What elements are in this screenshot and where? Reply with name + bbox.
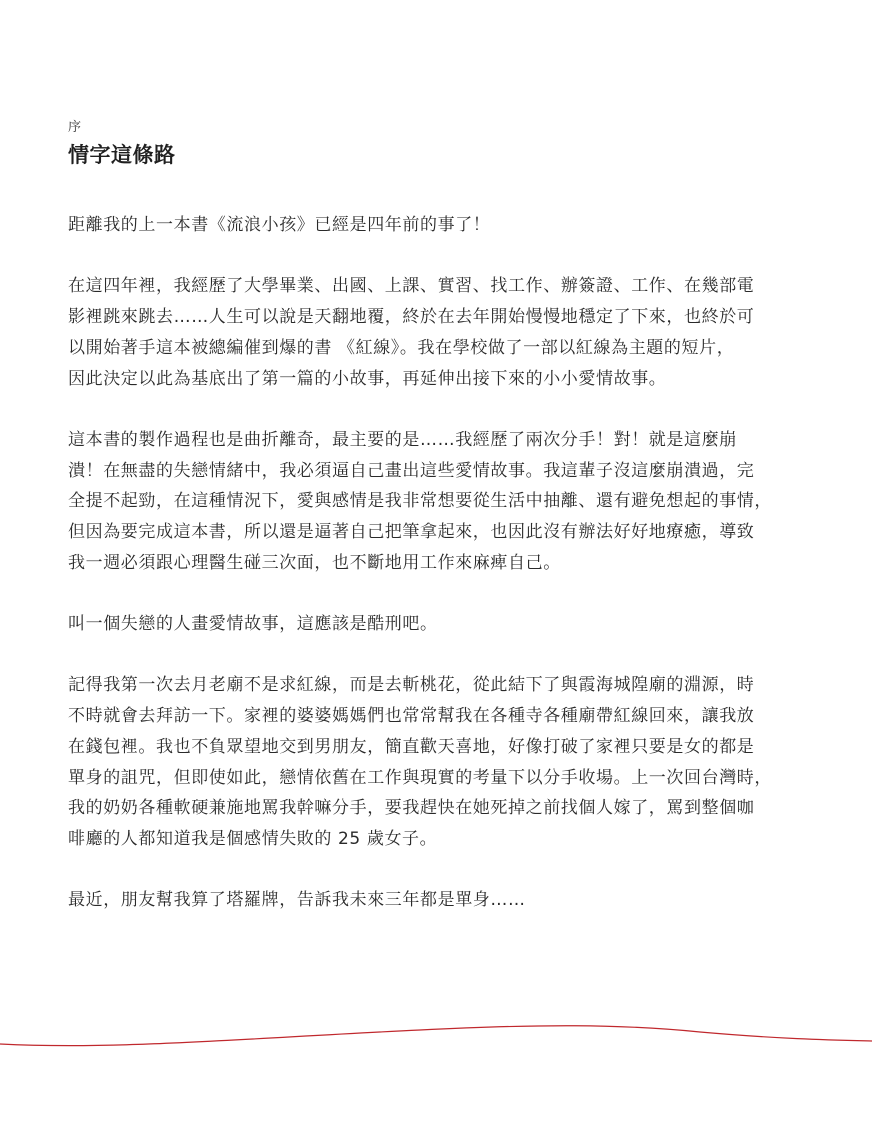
preface-body xyxy=(68,210,808,916)
section-label: 序 xyxy=(68,120,82,135)
text-line: 我一週必須跟心理醫生碰三次面，也不斷地用工作來麻痺自己。 xyxy=(68,552,561,573)
paragraph-4 xyxy=(68,609,808,640)
text-line: 單身的詛咒，但即使如此，戀情依舊在工作與現實的考量下以分手收場。上一次回台灣時， xyxy=(68,767,772,788)
text-line: 影裡跳來跳去……人生可以說是天翻地覆，終於在去年開始慢慢地穩定了下來，也終於可 xyxy=(68,307,755,328)
text-line: 但因為要完成這本書，所以還是逼著自己把筆拿起來，也因此沒有辦法好好地療癒，導致 xyxy=(68,522,755,542)
text-line: 最近，朋友幫我算了塔羅牌，告訴我未來三年都是單身…… xyxy=(68,890,526,911)
text-line: 不時就會去拜訪一下。家裡的婆婆媽媽們也常常幫我在各種寺各種廟帶紅線回來，讓我放 xyxy=(68,706,755,727)
paragraph-2 xyxy=(68,271,808,394)
paragraph-1 xyxy=(68,210,808,241)
text-line: 在錢包裡。我也不負眾望地交到男朋友，簡直歡天喜地，好像打破了家裡只要是女的都是 xyxy=(68,736,755,757)
text-line: 以開始著手這本被總編催到爆的書 《紅線》。我在學校做了一部以紅線為主題的短片， xyxy=(68,337,735,358)
text-line: 這本書的製作過程也是曲折離奇，最主要的是……我經歷了兩次分手！對！就是這麼崩 xyxy=(68,429,737,450)
text-line: 全提不起勁，在這種情況下，愛與感情是我非常想要從生活中抽離、還有避免想起的事情， xyxy=(68,491,772,512)
text-line: 在這四年裡，我經歷了大學畢業、出國、上課、實習、找工作、辦簽證、工作、在幾部電 xyxy=(68,276,755,297)
text-line: 叫一個失戀的人畫愛情故事，這應該是酷刑吧。 xyxy=(68,614,438,635)
text-line: 距離我的上一本書《流浪小孩》已經是四年前的事了！ xyxy=(68,215,491,235)
chapter-title: 情字這條路 xyxy=(68,143,176,167)
text-line: 記得我第一次去月老廟不是求紅線，而是去斬桃花，從此結下了與霞海城隍廟的淵源，時 xyxy=(68,675,755,696)
paragraph-3 xyxy=(68,425,808,579)
text-line: 啡廳的人都知道我是個感情失敗的 25 歲女子。 xyxy=(68,829,438,849)
text-line: 潰！在無盡的失戀情緒中，我必須逼自己畫出這些愛情故事。我這輩子沒這麼崩潰過，完 xyxy=(68,460,755,481)
preface-page xyxy=(68,118,808,947)
red-thread-line xyxy=(0,1026,872,1046)
text-line: 因此決定以此為基底出了第一篇的小故事，再延伸出接下來的小小愛情故事。 xyxy=(68,368,667,389)
paragraph-5 xyxy=(68,670,808,854)
red-thread-wave xyxy=(0,1010,872,1060)
text-line: 我的奶奶各種軟硬兼施地罵我幹嘛分手，要我趕快在她死掉之前找個人嫁了，罵到整個咖 xyxy=(68,798,755,819)
paragraph-6 xyxy=(68,885,808,916)
